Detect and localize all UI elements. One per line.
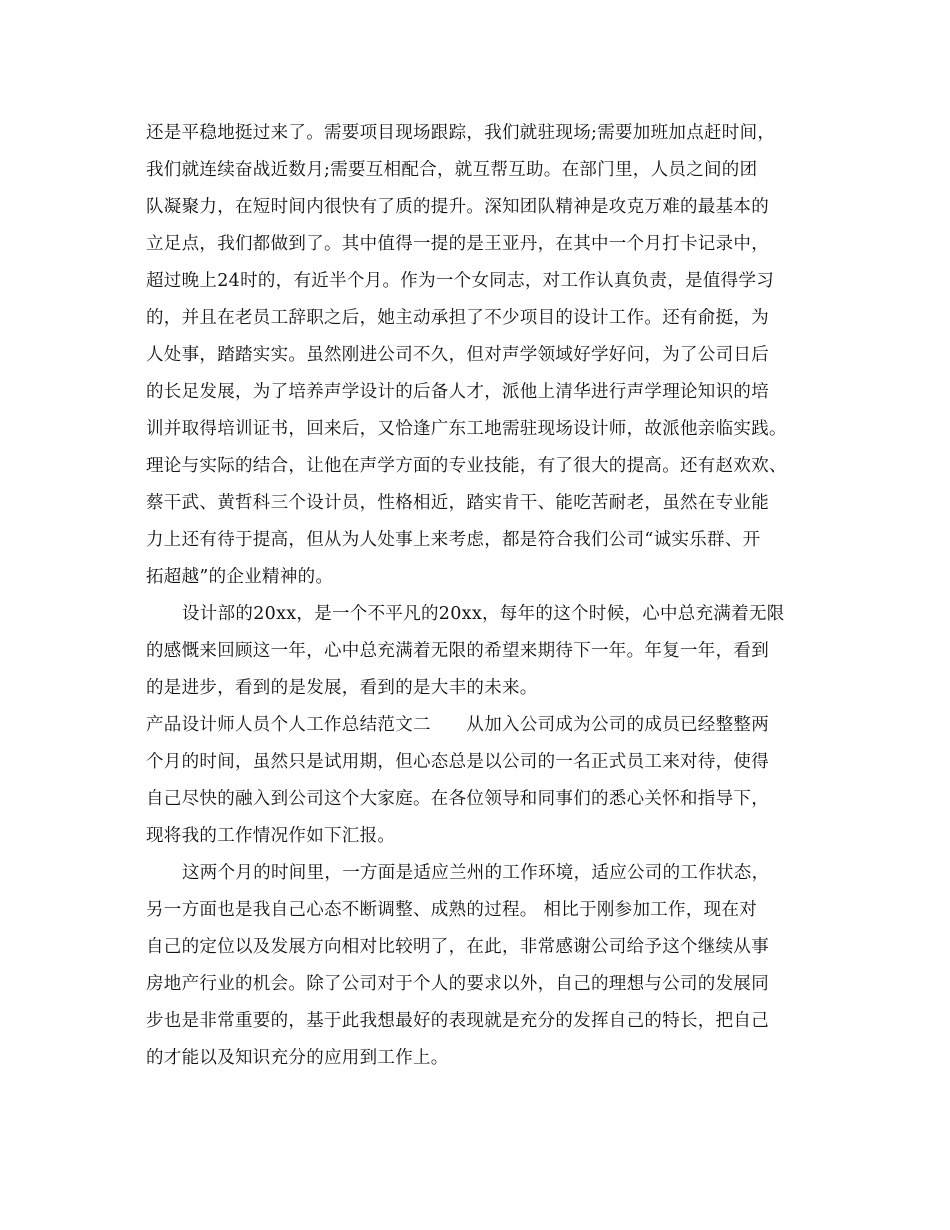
text-line: 立足点，我们都做到了。其中值得一提的是王亚丹，在其中一个月打卡记录中， [146, 234, 769, 254]
text-line: 蔡干武、黄哲科三个设计员，性格相近，踏实肯干、能吃苦耐老，虽然在专业能 [146, 493, 769, 513]
text-line: 的长足发展，为了培养声学设计的后备人才，派他上清华进行声学理论知识的培 [146, 382, 769, 402]
body-text [146, 115, 866, 1077]
text-line: 个月的时间，虽然只是试用期，但心态总是以公司的一名正式员工来对待，使得 [146, 752, 769, 772]
text-line: 的感慨来回顾这一年，心中总充满着无限的希望来期待下一年。年复一年，看到 [146, 641, 769, 661]
text-line: 另一方面也是我自己心态不断调整、成熟的过程。 相比于刚参加工作，现在对 [146, 900, 758, 920]
text-line: 队凝聚力，在短时间内很快有了质的提升。深知团队精神是攻克万难的最基本的 [146, 197, 769, 217]
text-line: 还是平稳地挺过来了。需要项目现场跟踪，我们就驻现场;需要加班加点赶时间， [146, 123, 776, 143]
text-line: 超过晚上24时的，有近半个月。作为一个女同志，对工作认真负责，是值得学习 [146, 271, 775, 291]
text-line: 自己尽快的融入到公司这个大家庭。在各位领导和同事们的悉心关怀和指导下， [146, 789, 769, 809]
text-line: 现将我的工作情况作如下汇报。 [146, 826, 396, 846]
text-line: 力上还有待于提高，但从为人处事上来考虑，都是符合我们公司“诚实乐群、开 [146, 530, 761, 550]
paragraph-start-line: 设计部的20xx，是一个不平凡的20xx，每年的这个时候，心中总充满着无限 [182, 604, 785, 624]
section-heading-line: 产品设计师人员个人工作总结范文二 从加入公司成为公司的成员已经整整两 [146, 715, 769, 735]
text-line: 训并取得培训证书，回来后，又恰逢广东工地需驻现场设计师，故派他亲临实践。 [146, 419, 787, 439]
text-line: 的是进步，看到的是发展，看到的是大丰的未来。 [146, 678, 538, 698]
paragraph-start-line: 这两个月的时间里，一方面是适应兰州的工作环境，适应公司的工作状态， [182, 863, 770, 883]
text-line: 人处事，踏踏实实。虽然刚进公司不久，但对声学领域好学好问，为了公司日后 [146, 345, 769, 365]
text-line: 拓超越”的企业精神的。 [146, 567, 334, 587]
text-line: 步也是非常重要的，基于此我想最好的表现就是充分的发挥自己的特长，把自己 [146, 1011, 769, 1031]
text-line: 理论与实际的结合，让他在声学方面的专业技能，有了很大的提高。还有赵欢欢、 [146, 456, 787, 476]
text-line: 我们就连续奋战近数月;需要互相配合，就互帮互助。在部门里，人员之间的团 [146, 160, 758, 180]
text-line: 自己的定位以及发展方向相对比较明了，在此，非常感谢公司给予这个继续从事 [146, 937, 769, 957]
text-line: 房地产行业的机会。除了公司对于个人的要求以外，自己的理想与公司的发展同 [146, 974, 769, 994]
text-line: 的，并且在老员工辞职之后，她主动承担了不少项目的设计工作。还有俞挺，为 [146, 308, 769, 328]
text-line: 的才能以及知识充分的应用到工作上。 [146, 1048, 449, 1068]
